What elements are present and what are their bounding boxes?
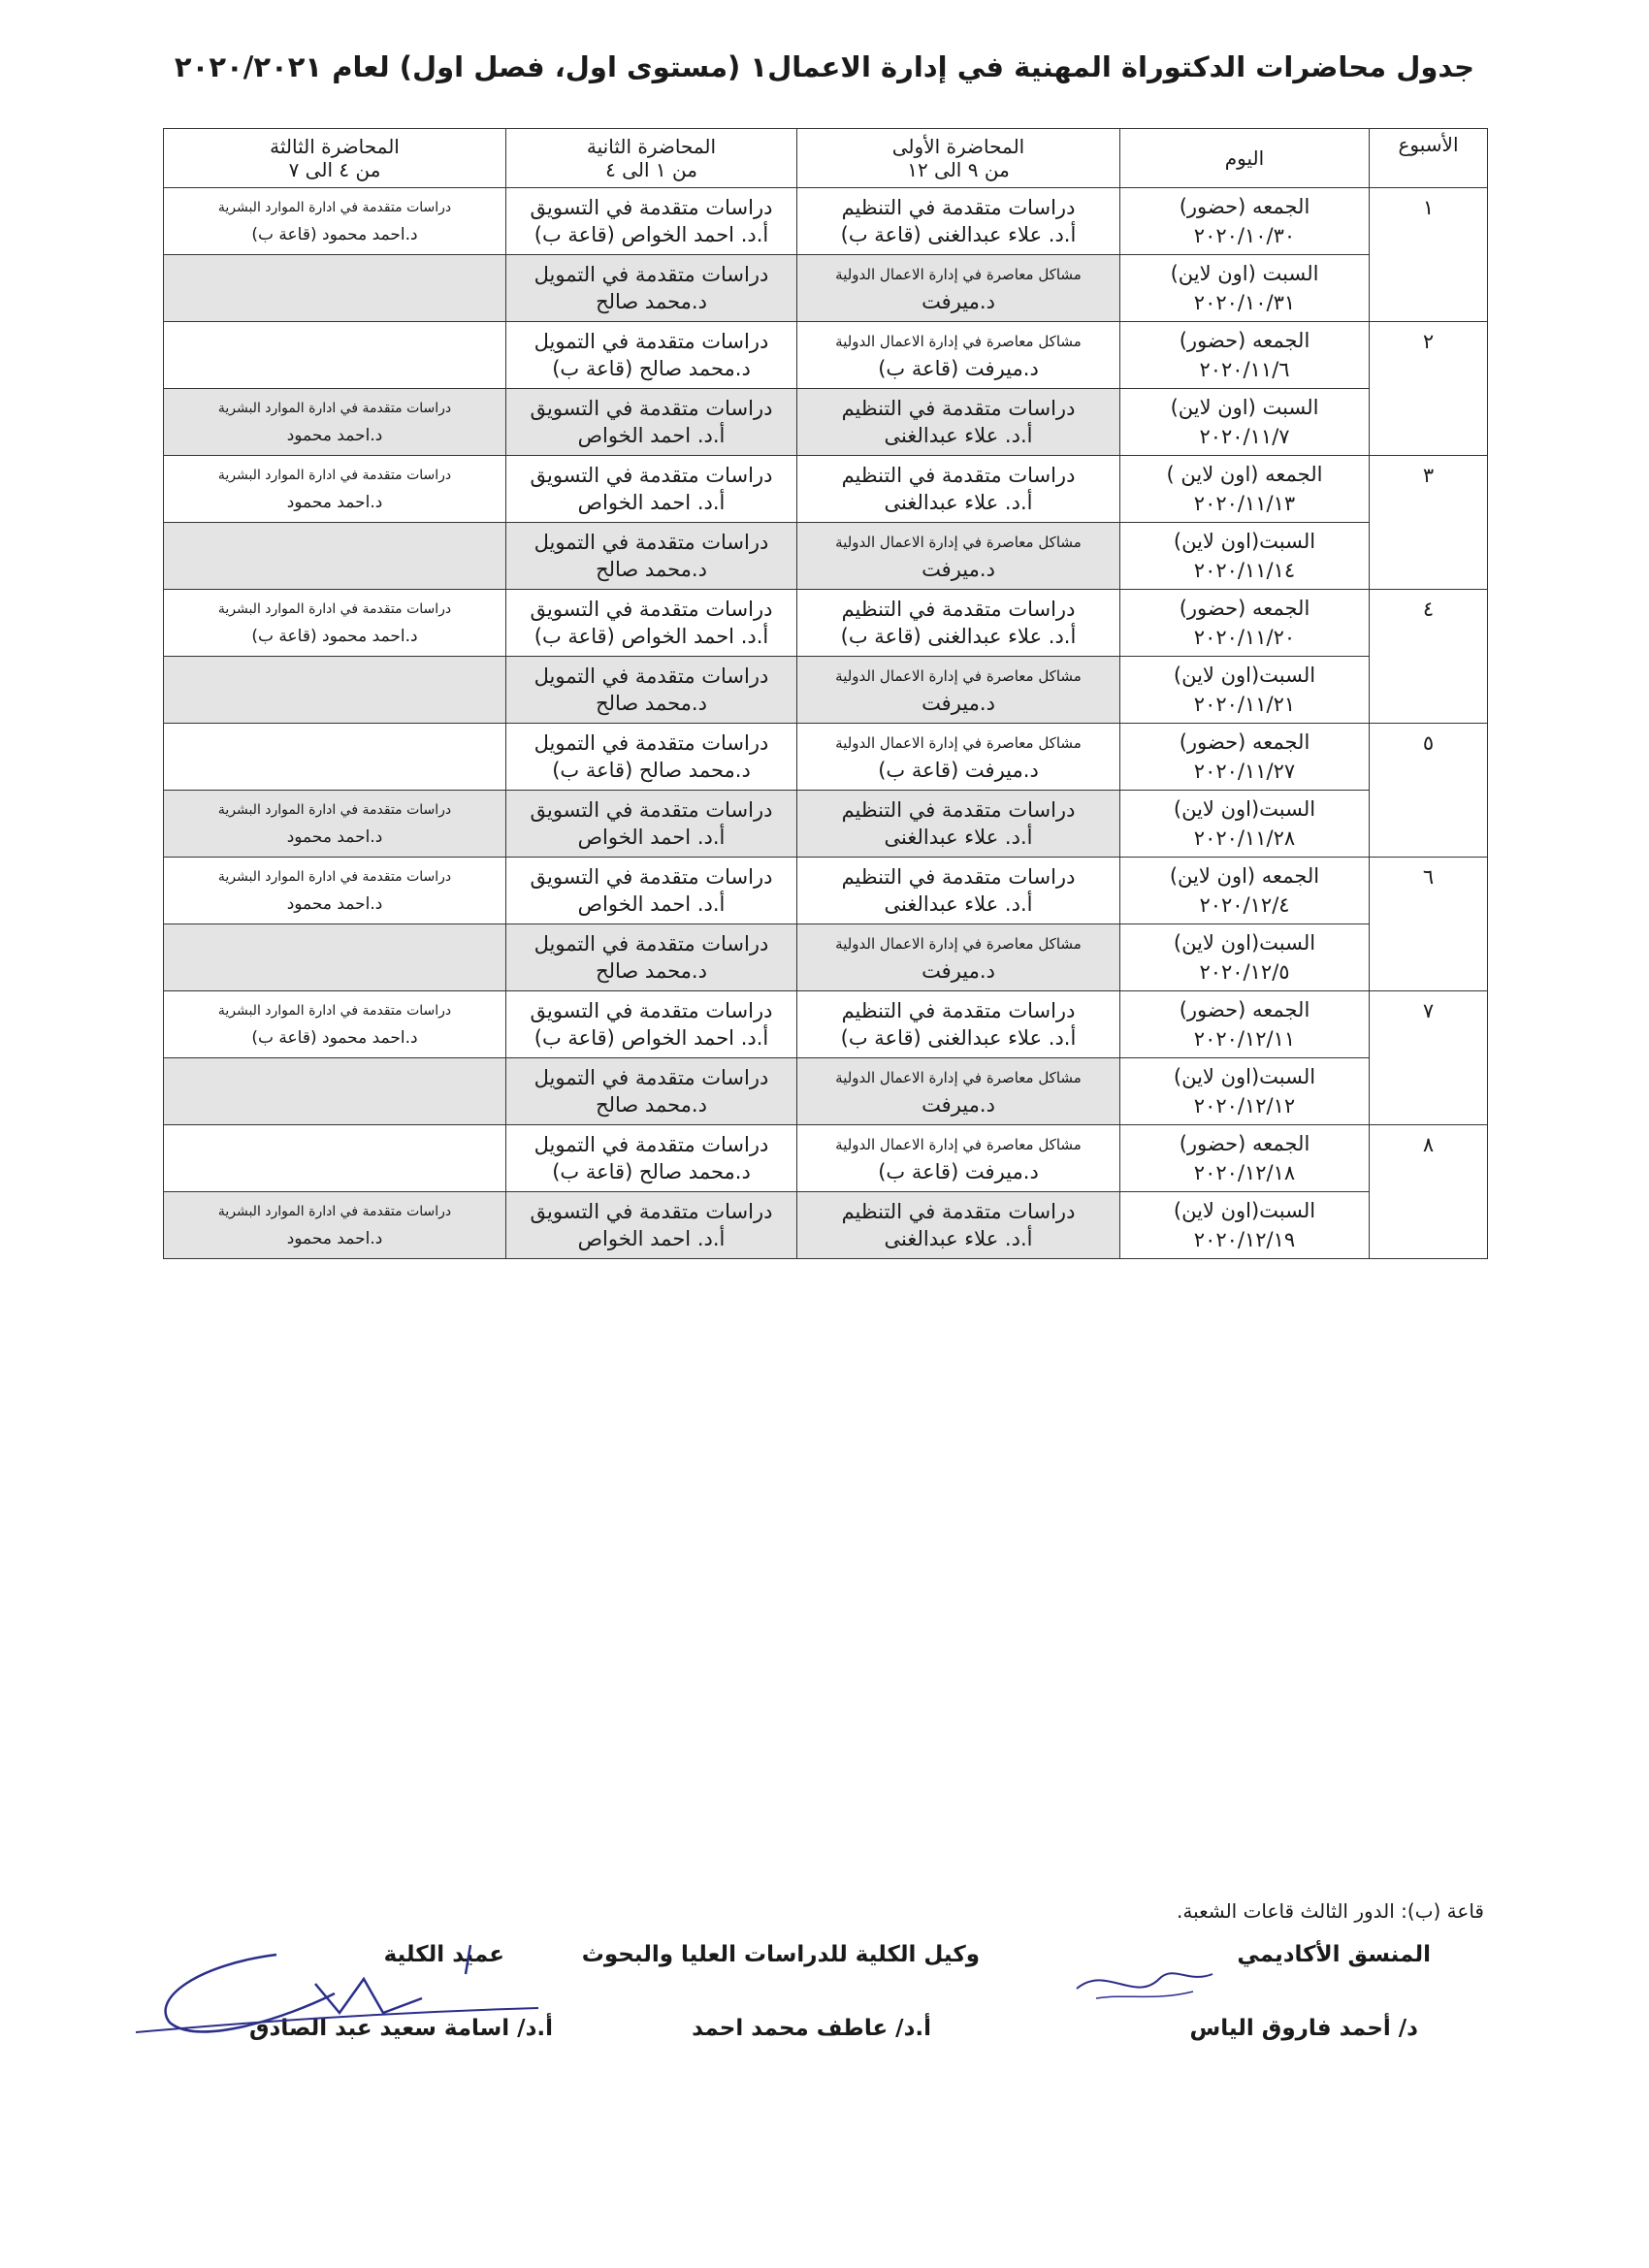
lecture2-cell: دراسات متقدمة في التمويل د.محمد صالح (قاعة ب) [506,1125,797,1192]
lecture3-cell [164,523,506,590]
header-lecture2: المحاضرة الثانية من ١ الى ٤ [506,129,797,188]
lecture3-cell [164,1058,506,1125]
header-week: الأسبوع [1370,129,1488,188]
table-row [164,924,1488,991]
day-cell: السبت(اون لاين) ٢٠٢٠/١١/١٤ [1120,523,1370,590]
day-cell: السبت (اون لاين) ٢٠٢٠/١٠/٣١ [1120,255,1370,322]
lecture2-cell: دراسات متقدمة في التمويل د.محمد صالح [506,1058,797,1125]
lecture1-cell: دراسات متقدمة في التنظيم أ.د. علاء عبدالغنى [797,456,1120,523]
week-number: ٧ [1370,991,1488,1125]
day-cell: الجمعه (اون لاين ) ٢٠٢٠/١١/١٣ [1120,456,1370,523]
table-row [164,322,1488,389]
header-day: اليوم [1120,129,1370,188]
table-row [164,456,1488,523]
lecture1-cell: دراسات متقدمة في التنظيم أ.د. علاء عبدالغنى [797,1192,1120,1259]
lecture1-cell: مشاكل معاصرة في إدارة الاعمال الدولية د.ميرفت (قاعة ب) [797,322,1120,389]
day-cell: السبت(اون لاين) ٢٠٢٠/١١/٢٨ [1120,791,1370,858]
lecture2-cell: دراسات متقدمة في التسويق أ.د. احمد الخواص (قاعة ب) [506,188,797,255]
table-row [164,724,1488,791]
lecture1-cell: مشاكل معاصرة في إدارة الاعمال الدولية د.ميرفت [797,924,1120,991]
vice-dean-title: وكيل الكلية للدراسات العليا والبحوث [581,1942,980,1967]
table-row [164,188,1488,255]
day-cell: الجمعه (حضور) ٢٠٢٠/١١/٢٠ [1120,590,1370,657]
table-row [164,255,1488,322]
lecture3-cell: دراسات متقدمة في ادارة الموارد البشرية د.احمد محمود (قاعة ب) [164,991,506,1058]
lecture2-cell: دراسات متقدمة في التسويق أ.د. احمد الخواص [506,389,797,456]
room-note: قاعة (ب): الدور الثالث قاعات الشعبة. [1176,1899,1484,1923]
lecture3-cell [164,657,506,724]
table-row [164,590,1488,657]
lecture2-cell: دراسات متقدمة في التمويل د.محمد صالح [506,523,797,590]
page-title: جدول محاضرات الدكتوراة المهنية في إدارة الاعمال١ (مستوى اول، فصل اول) لعام ٢٠٢٠/٢٠٢١ [174,50,1475,83]
table-header-row [164,129,1488,188]
dean-name: أ.د/ اسامة سعيد عبد الصادق [248,2016,553,2041]
coordinator-signature-icon [1067,1945,1222,2013]
lecture2-cell: دراسات متقدمة في التمويل د.محمد صالح (قاعة ب) [506,724,797,791]
lecture3-cell [164,255,506,322]
header-lecture3: المحاضرة الثالثة من ٤ الى ٧ [164,129,506,188]
lecture1-cell: دراسات متقدمة في التنظيم أ.د. علاء عبدالغنى (قاعة ب) [797,590,1120,657]
coordinator-name: د/ أحمد فاروق الياس [1189,2016,1418,2041]
dean-signature-icon [131,1926,587,2052]
day-cell: الجمعه (حضور) ٢٠٢٠/١١/٢٧ [1120,724,1370,791]
table-row [164,858,1488,924]
schedule-table [163,128,1488,1259]
table-row [164,1058,1488,1125]
lecture3-cell: دراسات متقدمة في ادارة الموارد البشرية د.احمد محمود [164,389,506,456]
week-number: ٢ [1370,322,1488,456]
day-cell: الجمعه (حضور) ٢٠٢٠/١١/٦ [1120,322,1370,389]
lecture2-cell: دراسات متقدمة في التمويل د.محمد صالح (قاعة ب) [506,322,797,389]
lecture1-cell: دراسات متقدمة في التنظيم أ.د. علاء عبدالغنى [797,858,1120,924]
lecture1-cell: دراسات متقدمة في التنظيم أ.د. علاء عبدالغنى (قاعة ب) [797,991,1120,1058]
lecture2-cell: دراسات متقدمة في التمويل د.محمد صالح [506,924,797,991]
week-number: ٥ [1370,724,1488,858]
lecture3-cell: دراسات متقدمة في ادارة الموارد البشرية د.احمد محمود (قاعة ب) [164,188,506,255]
header-lecture1: المحاضرة الأولى من ٩ الى ١٢ [797,129,1120,188]
lecture2-cell: دراسات متقدمة في التمويل د.محمد صالح [506,657,797,724]
lecture3-cell: دراسات متقدمة في ادارة الموارد البشرية د.احمد محمود [164,791,506,858]
lecture2-cell: دراسات متقدمة في التسويق أ.د. احمد الخواص (قاعة ب) [506,991,797,1058]
table-row [164,991,1488,1058]
day-cell: السبت(اون لاين) ٢٠٢٠/١٢/١٢ [1120,1058,1370,1125]
day-cell: الجمعه (حضور) ٢٠٢٠/١٢/١١ [1120,991,1370,1058]
lecture3-cell: دراسات متقدمة في ادارة الموارد البشرية د.احمد محمود [164,858,506,924]
lecture3-cell: دراسات متقدمة في ادارة الموارد البشرية د.احمد محمود (قاعة ب) [164,590,506,657]
week-number: ٤ [1370,590,1488,724]
lecture1-cell: دراسات متقدمة في التنظيم أ.د. علاء عبدالغنى (قاعة ب) [797,188,1120,255]
lecture1-cell: دراسات متقدمة في التنظيم أ.د. علاء عبدالغنى [797,791,1120,858]
dean-title: عميد الكلية [383,1942,504,1967]
lecture3-cell [164,924,506,991]
table-row [164,523,1488,590]
lecture1-cell: مشاكل معاصرة في إدارة الاعمال الدولية د.ميرفت (قاعة ب) [797,1125,1120,1192]
lecture1-cell: مشاكل معاصرة في إدارة الاعمال الدولية د.ميرفت [797,1058,1120,1125]
lecture3-cell [164,724,506,791]
day-cell: السبت(اون لاين) ٢٠٢٠/١٢/١٩ [1120,1192,1370,1259]
table-row [164,389,1488,456]
vice-dean-name: أ.د/ عاطف محمد احمد [692,2016,931,2041]
lecture2-cell: دراسات متقدمة في التسويق أ.د. احمد الخواص [506,858,797,924]
lecture2-cell: دراسات متقدمة في التسويق أ.د. احمد الخواص [506,1192,797,1259]
lecture3-cell: دراسات متقدمة في ادارة الموارد البشرية د.احمد محمود [164,1192,506,1259]
day-cell: الجمعه (حضور) ٢٠٢٠/١٠/٣٠ [1120,188,1370,255]
lecture1-cell: مشاكل معاصرة في إدارة الاعمال الدولية د.ميرفت [797,657,1120,724]
day-cell: الجمعه (اون لاين) ٢٠٢٠/١٢/٤ [1120,858,1370,924]
lecture1-cell: مشاكل معاصرة في إدارة الاعمال الدولية د.ميرفت [797,523,1120,590]
table-row [164,1192,1488,1259]
lecture2-cell: دراسات متقدمة في التمويل د.محمد صالح [506,255,797,322]
lecture2-cell: دراسات متقدمة في التسويق أ.د. احمد الخواص [506,456,797,523]
day-cell: الجمعه (حضور) ٢٠٢٠/١٢/١٨ [1120,1125,1370,1192]
lecture2-cell: دراسات متقدمة في التسويق أ.د. احمد الخواص (قاعة ب) [506,590,797,657]
lecture3-cell: دراسات متقدمة في ادارة الموارد البشرية د.احمد محمود [164,456,506,523]
week-number: ٦ [1370,858,1488,991]
lecture1-cell: مشاكل معاصرة في إدارة الاعمال الدولية د.ميرفت [797,255,1120,322]
day-cell: السبت(اون لاين) ٢٠٢٠/١٢/٥ [1120,924,1370,991]
lecture2-cell: دراسات متقدمة في التسويق أ.د. احمد الخواص [506,791,797,858]
week-number: ٣ [1370,456,1488,590]
lecture3-cell [164,1125,506,1192]
lecture3-cell [164,322,506,389]
table-row [164,791,1488,858]
day-cell: السبت(اون لاين) ٢٠٢٠/١١/٢١ [1120,657,1370,724]
coordinator-title: المنسق الأكاديمي [1237,1942,1431,1967]
table-row [164,657,1488,724]
day-cell: السبت (اون لاين) ٢٠٢٠/١١/٧ [1120,389,1370,456]
week-number: ٨ [1370,1125,1488,1259]
lecture1-cell: مشاكل معاصرة في إدارة الاعمال الدولية د.ميرفت (قاعة ب) [797,724,1120,791]
lecture1-cell: دراسات متقدمة في التنظيم أ.د. علاء عبدالغنى [797,389,1120,456]
week-number: ١ [1370,188,1488,322]
table-row [164,1125,1488,1192]
